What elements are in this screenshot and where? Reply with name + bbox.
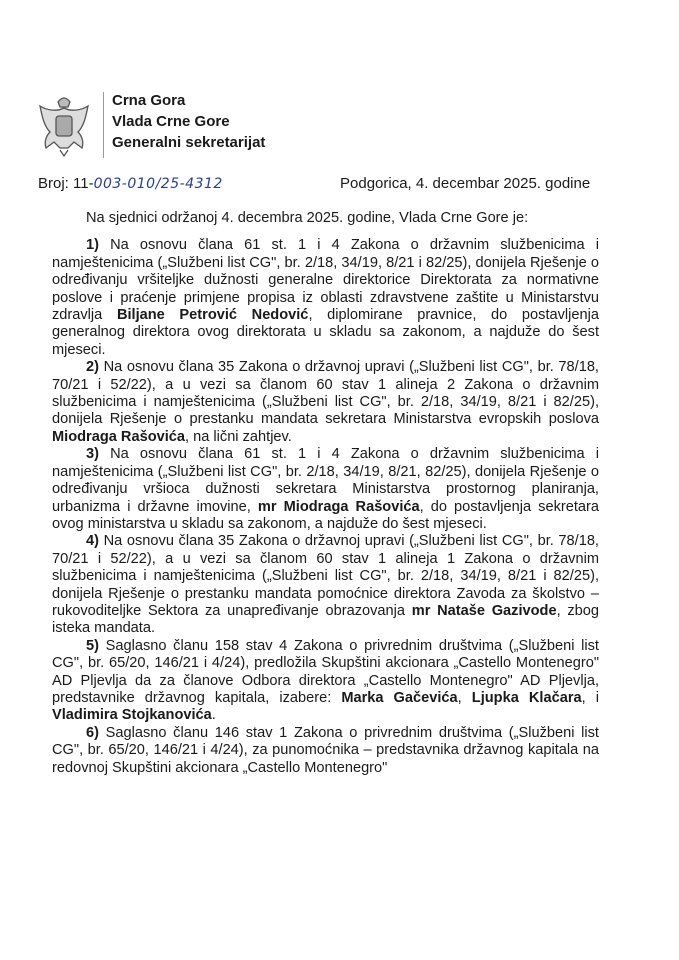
reference-number <box>38 175 223 192</box>
decision-item <box>52 533 599 637</box>
reference-handwritten: 003-010/25-4312 <box>93 176 223 192</box>
text: Na osnovu člana 61 st. 1 i 4 Zakona o državnim službenicima i namještenicima („Službeni list CG", br. 2/18, 34/19, 8/21, 82/25), donijela Rješenje o određivanju vršioca dužnosti sekretara Ministarstva prostornog planiranja, urbanizma i državne imovine, <box>52 446 599 515</box>
text: Saglasno članu 158 stav 4 Zakona o privrednim društvima („Službeni list CG", br. 65/20, 146/21 i 4/24), predložila Skupštini akcionara „Castello Montenegro" AD Pljevlja da za članove Odbora direktora „Castello Montenegro" AD Pljevlja, predstavnike državnog kapitala, izabere: <box>52 637 599 706</box>
text: , diplomirane pravnice, do postavljenja generalnog direktora ovog direktorata u skladu sa zakonom, a najduže do šest mjeseci. <box>52 307 600 358</box>
coat-of-arms-logo <box>38 92 90 158</box>
org-country: Crna Gora <box>112 92 186 109</box>
text: Na osnovu člana 35 Zakona o državnoj upravi („Službeni list CG", br. 78/18, 70/21 i 52/22), a u vezi sa članom 60 stav 1 alineja 1 Zakona o državnim službenicima i namještenicima („Službeni list CG", br. 2/18, 34/19, 8/21 i 82/25), donijela Rješenje o prestanku mandata pomoćnice direktora Zavoda za školstvo – rukovoditeljke Sektora za unapređivanje obrazovanja <box>52 533 599 619</box>
org-government: Vlada Crne Gore <box>112 113 230 130</box>
bold-text: mr Miodraga Rašovića <box>257 498 420 515</box>
text: , do postavljenja sekretara ovog ministarstva u skladu sa zakonom, a najduže do šest mjeseci. <box>52 498 599 532</box>
text: Na osnovu člana 61 st. 1 i 4 Zakona o državnim službenicima i namještenicima („Službeni list CG", br. 2/18, 34/19, 8/21 i 82/25), donijela Rješenje o određivanju vršiteljke dužnosti generalne direktorice Direktorata za normativne poslove i praćenje primjene propisa iz oblasti zdravstvene zaštite u Ministarstvu zdravlja <box>52 237 599 324</box>
bold-text: Biljane Petrović Nedović <box>116 307 309 324</box>
decision-item <box>52 725 599 777</box>
text: Saglasno članu 146 stav 1 Zakona o privrednim društvima („Službeni list CG", br. 65/20, 146/21 i 4/24), za punomoćnika – predstavnika državnog kapitala na redovnoj Skupštini akcionara „Castello Montenegro" <box>52 724 599 776</box>
bold-text: Miodraga Rašovića <box>52 428 186 445</box>
bold-text: 6) <box>86 724 99 741</box>
intro-text: Na sjednici održanoj 4. decembra 2025. godine, Vlada Crne Gore je: <box>86 210 529 226</box>
bold-text: Ljupka Klačara <box>471 689 582 706</box>
decision-item <box>52 638 599 725</box>
bold-text: Marka Gačevića <box>341 689 458 706</box>
bold-text: 3) <box>86 446 99 463</box>
text: Na osnovu člana 35 Zakona o državnoj upravi („Službeni list CG", br. 78/18, 70/21 i 52/22), a u vezi sa članom 60 stav 1 alineja 2 Zakona o državnim službenicima i namještenicima („Službeni list CG", br. 2/18, 34/19, 8/21 i 82/25), donijela Rješenje o prestanku mandata sekretara Ministarstva evropskih poslova <box>52 359 599 428</box>
bold-text: mr Nataše Gazivode <box>411 602 557 619</box>
text: , i <box>581 689 599 706</box>
bold-text: 2) <box>86 359 99 376</box>
bold-text: Vladimira Stojkanovića <box>52 707 212 724</box>
bold-text: 1) <box>86 237 99 254</box>
org-secretariat: Generalni sekretarijat <box>112 134 266 151</box>
document-body <box>52 210 599 777</box>
reference-label: Broj: 11- <box>38 175 94 192</box>
decision-item <box>52 237 599 359</box>
text: , zbog isteka mandata. <box>52 602 599 637</box>
place-date: Podgorica, 4. decembar 2025. godine <box>340 175 591 192</box>
header-divider <box>103 92 104 158</box>
organization-name <box>112 90 265 153</box>
decision-item <box>52 359 599 446</box>
text: , <box>457 689 472 706</box>
bold-text: 5) <box>86 637 99 654</box>
text: , na lični zahtjev. <box>185 428 292 445</box>
decision-item <box>52 446 599 533</box>
decision-list <box>52 237 599 777</box>
text: . <box>211 707 216 724</box>
bold-text: 4) <box>86 533 99 550</box>
